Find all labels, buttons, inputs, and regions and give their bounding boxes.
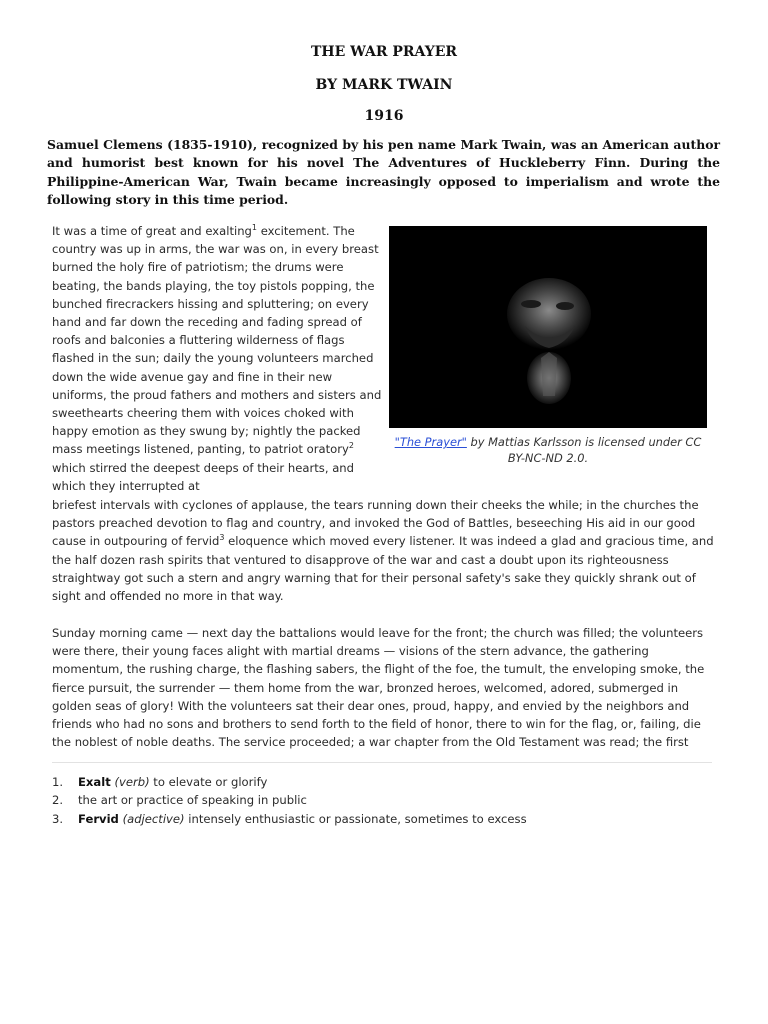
story-paragraph-1-left — [52, 222, 382, 495]
footnote-part-of-speech: (adjective) — [122, 811, 185, 826]
footnote-term: Fervid — [78, 811, 119, 826]
footnote-number: 2. — [52, 793, 64, 808]
story-text-1 — [52, 222, 382, 495]
prayer-photo — [389, 226, 707, 428]
story-p1-part2: excitement. The country was up in arms, the war was on, in every breast burned the holy fire of patriotism; the drums were beating, the bands playing, the toy pistols popping, the bunched firecrackers hissing and spluttering; on every hand and far down the receding and fading spread of roofs and balconies a fluttering wilderness of flags flashed in the sun; daily the young volunteers marched down the wide avenue gay and fine in their new uniforms, the proud fathers and mothers and sisters and sweethearts cheering them with voices choked with happy emotion as they swung by; nightly the packed mass meetings listened, panting, to patriot oratory — [52, 224, 382, 457]
praying-man-image-icon — [389, 226, 707, 428]
footnote-number: 3. — [52, 811, 64, 826]
story-paragraph-1-continued — [52, 496, 716, 605]
photo-caption-license: by Mattias Karlsson is licensed under CC BY-NC-ND 2.0. — [466, 435, 702, 465]
footnote-divider — [52, 762, 712, 763]
intro-text: Samuel Clemens (1835-1910), recognized by his pen name Mark Twain, was an American author and humorist best known for his novel The Adventures of Huckleberry Finn. During the Philippine-American War, Twain became increasingly opposed to imperialism and wrote the following story in this time period. — [47, 137, 720, 207]
footnote-definition: to elevate or glorify — [149, 775, 268, 789]
story-paragraph-2 — [52, 624, 716, 751]
footnote-item — [52, 773, 712, 791]
story-p1-cont-b: eloquence which moved every listener. It was indeed a glad and gracious time, and the half dozen rash spirits that ventured to disapprove of the war and cast a doubt upon its righteousness straightway got such a stern and angry warning that for their personal safety's sake they quickly shrank out of sight and offended no more in that way. — [52, 534, 714, 604]
byline: BY MARK TWAIN — [315, 77, 453, 93]
year: 1916 — [364, 108, 404, 124]
footnote-ref-3: 3 — [219, 533, 225, 543]
footnote-number: 1. — [52, 775, 64, 789]
story-text-1-cont — [52, 496, 716, 605]
footnote-definition: intensely enthusiastic or passionate, sometimes to excess — [184, 811, 527, 826]
footnote-item — [52, 791, 712, 809]
story-p1-cont-a: briefest intervals with cyclones of applause, the tears running down their cheeks the while; in the churches the pastors preached devotion to flag and country, and invoked the God of Battles, beseeching His aid in our good cause in outpouring of fervid — [52, 498, 699, 549]
title: THE WAR PRAYER — [310, 44, 457, 60]
footnotes-list — [52, 773, 712, 828]
photo-credit-link[interactable]: "The Prayer" — [394, 435, 467, 449]
footnote-item — [52, 810, 712, 828]
story-p1-start: It was a time of great and exalting — [52, 224, 252, 238]
footnote-term: Exalt — [78, 775, 111, 789]
story-text-2: Sunday morning came — next day the battalions would leave for the front; the church was filled; the volunteers were there, their young faces alight with martial dreams — visions of the stern advance, the gathering momentum, the rushing charge, the flashing sabers, the flight of the foe, the tumult, the enveloping smoke, the fierce pursuit, the surrender — them home from the war, bronzed heroes, welcomed, adored, submerged in golden seas of glory! With the volunteers sat their dear ones, proud, happy, and envied by the neighbors and friends who had no sons and brothers to send forth to the field of honor, there to win for the flag, or, failing, die the noblest of noble deaths. The service proceeded; a war chapter from the Old Testament was read; the first — [52, 626, 705, 750]
story-p1-part3: which stirred the deepest deeps of their hearts, and which they interrupted at — [52, 460, 355, 493]
photo-caption — [392, 434, 704, 466]
footnote-ref-2: 2 — [348, 441, 354, 451]
footnote-ref-1: 1 — [251, 223, 258, 232]
footnote-part-of-speech: (verb) — [114, 775, 150, 789]
footnote-definition: the art or practice of speaking in public — [78, 793, 307, 808]
intro-paragraph — [47, 136, 720, 209]
